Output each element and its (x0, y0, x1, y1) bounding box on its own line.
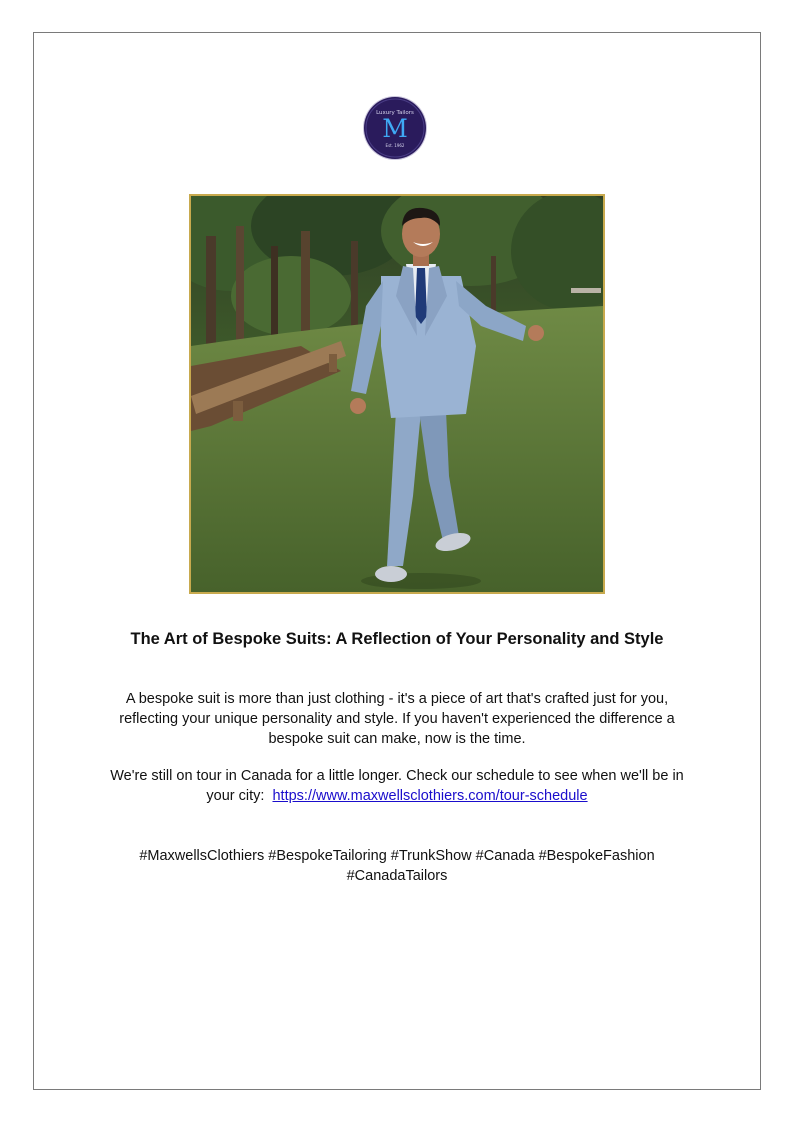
logo-bottom-text: Est. 1962 (385, 143, 405, 148)
tour-text: We're still on tour in Canada for a little longer. Check our schedule to see when we'll be in your city: (110, 768, 684, 804)
logo-letter: M (382, 114, 408, 143)
logo-top-text: Luxury Tailors (376, 110, 414, 116)
man-in-blue-suit-photo (191, 196, 603, 592)
article-paragraph-2 (100, 766, 694, 806)
brand-logo (364, 97, 426, 159)
article-paragraph-1: A bespoke suit is more than just clothing - it's a piece of art that's crafted just for you, reflecting your unique personality and style. If you haven't experienced the difference a bespoke suit can make, now is the time. (119, 691, 675, 747)
tour-schedule-link[interactable]: https://www.maxwellsclothiers.com/tour-schedule (272, 788, 588, 804)
hashtags: #MaxwellsClothiers #BespokeTailoring #TrunkShow #Canada #BespokeFashion #CanadaTailors (139, 848, 655, 884)
hero-photo (189, 194, 605, 594)
article-title: The Art of Bespoke Suits: A Reflection of Your Personality and Style (130, 630, 664, 648)
